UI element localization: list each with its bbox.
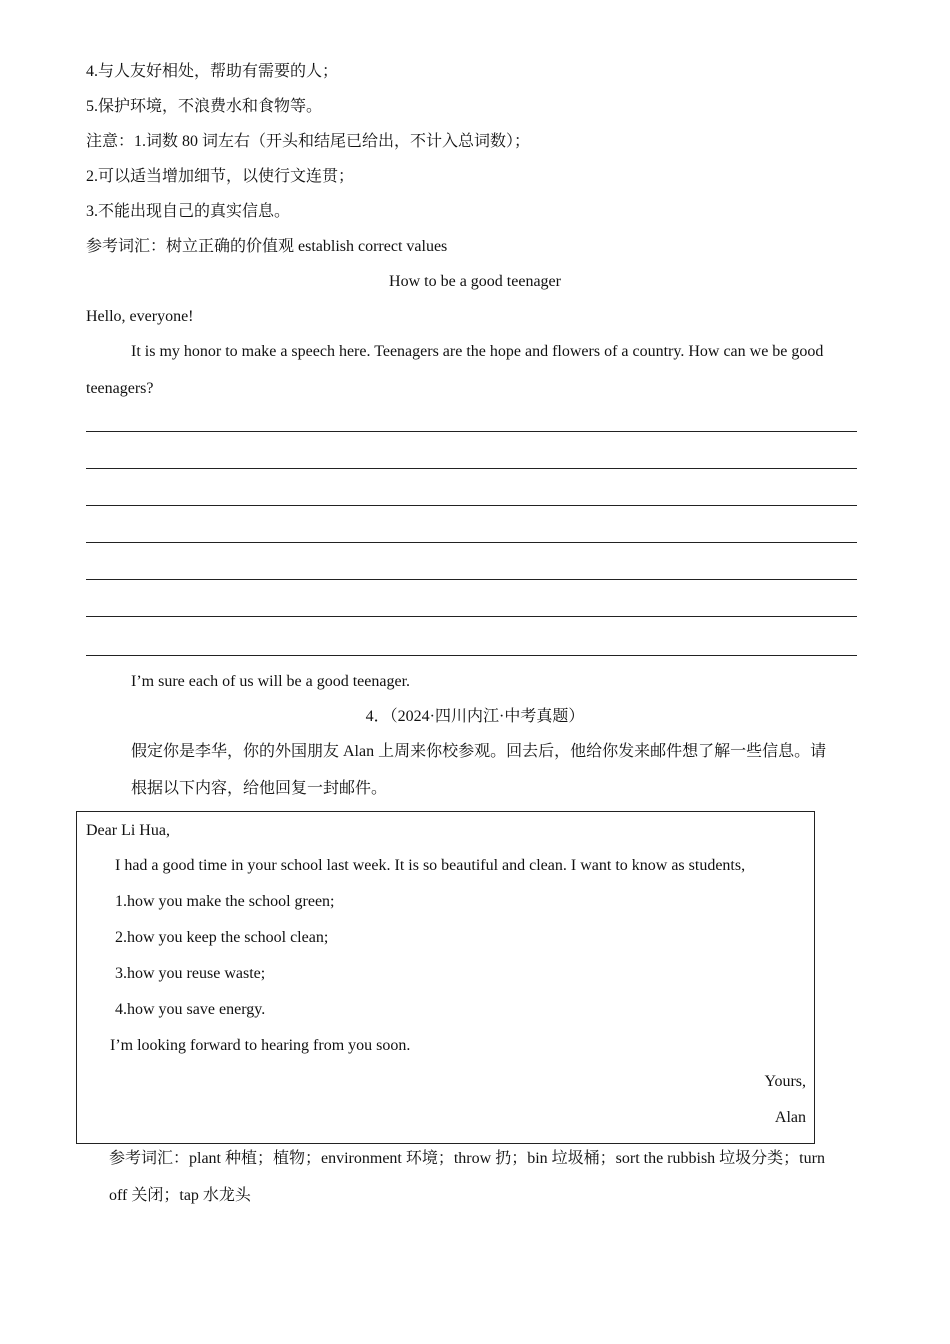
writing-line[interactable] [86, 616, 857, 617]
writing-line[interactable] [86, 579, 857, 580]
writing-line[interactable] [86, 431, 857, 432]
letter-signoff: Yours, [764, 1073, 806, 1090]
question-4-heading: 4．（2024·四川内江·中考真题） [365, 708, 585, 725]
letter-item-1: 1.how you make the school green; [115, 893, 335, 910]
question-4-prompt-line2: 根据以下内容，给他回复一封邮件。 [131, 780, 388, 797]
essay-closing: I’m sure each of us will be a good teenager. [131, 673, 411, 690]
vocab-hint-2-line2: off 关闭；tap 水龙头 [109, 1187, 251, 1204]
letter-body: I had a good time in your school last week. It is so beautiful and clean. I want to know as students, [115, 857, 746, 874]
essay-intro-line1: It is my honor to make a speech here. Teenagers are the hope and flowers of a country. How can we be good [131, 343, 824, 360]
letter-item-3: 3.how you reuse waste; [115, 965, 266, 982]
letter-box [76, 811, 815, 1144]
letter-closing: I’m looking forward to hearing from you soon. [110, 1037, 411, 1054]
essay-title: How to be a good teenager [389, 273, 561, 290]
writing-line[interactable] [86, 655, 857, 656]
essay-intro-line2: teenagers? [86, 380, 154, 397]
vocab-hint-2-line1: 参考词汇：plant 种植；植物；environment 环境；throw 扔；bin 垃圾桶；sort the rubbish 垃圾分类；turn [109, 1150, 825, 1167]
note-2: 2.可以适当增加细节，以使行文连贯； [86, 168, 355, 185]
vocab-hint-1: 参考词汇：树立正确的价值观 establish correct values [86, 238, 448, 255]
letter-signature: Alan [774, 1109, 806, 1126]
writing-line[interactable] [86, 505, 857, 506]
letter-item-2: 2.how you keep the school clean; [115, 929, 329, 946]
requirement-5: 5.保护环境，不浪费水和食物等。 [86, 98, 323, 115]
letter-salutation: Dear Li Hua, [86, 822, 170, 839]
writing-line[interactable] [86, 542, 857, 543]
requirement-4: 4.与人友好相处，帮助有需要的人； [86, 63, 339, 80]
note-1: 注意：1.词数 80 词左右（开头和结尾已给出，不计入总词数）； [86, 133, 531, 150]
essay-greeting: Hello, everyone! [86, 308, 194, 325]
letter-item-4: 4.how you save energy. [115, 1001, 266, 1018]
question-4-prompt-line1: 假定你是李华，你的外国朋友 Alan 上周来你校参观。回去后，他给你发来邮件想了解一些信息。请 [131, 743, 827, 760]
writing-line[interactable] [86, 468, 857, 469]
note-3: 3.不能出现自己的真实信息。 [86, 203, 291, 220]
